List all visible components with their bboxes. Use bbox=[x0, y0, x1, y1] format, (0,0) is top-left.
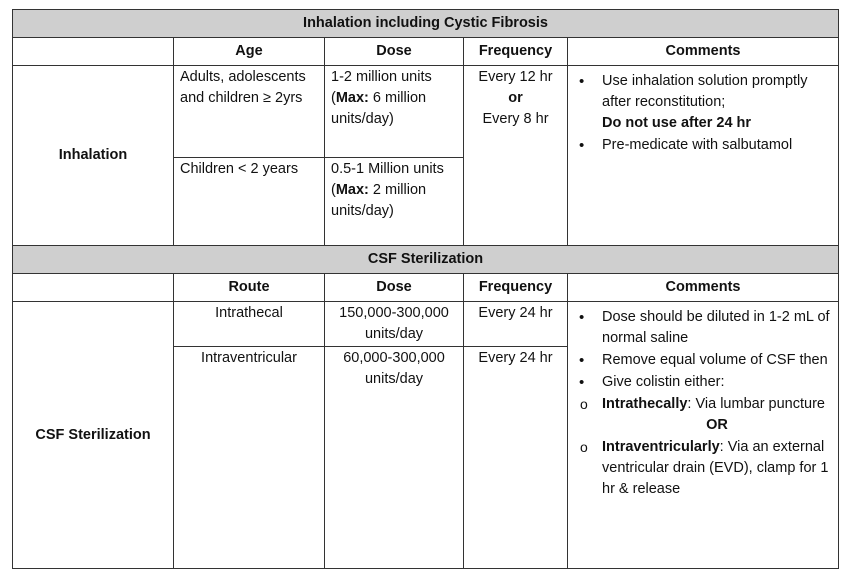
dose-max-label: Max: bbox=[335, 182, 369, 199]
inhalation-frequency-cell bbox=[464, 66, 568, 246]
comment-text: Remove equal volume of CSF then bbox=[602, 352, 828, 369]
list-item bbox=[574, 372, 832, 393]
inhalation-row-label: Inhalation bbox=[13, 66, 174, 246]
dosing-table bbox=[12, 9, 839, 569]
dose-max-open: ( bbox=[331, 182, 336, 199]
route-header: Route bbox=[174, 274, 325, 302]
age-cell-adults: Adults, adolescents and children ≥ 2yrs bbox=[174, 66, 325, 158]
frequency-header: Frequency bbox=[464, 38, 568, 66]
csf-band bbox=[13, 246, 839, 274]
age-header: Age bbox=[174, 38, 325, 66]
comment-text: Pre-medicate with salbutamol bbox=[602, 137, 793, 154]
route-cell-intraventricular: Intraventricular bbox=[174, 347, 325, 569]
comment-or: OR bbox=[706, 417, 728, 434]
csf-comments-cell bbox=[568, 302, 839, 569]
inhalation-row-adults bbox=[13, 66, 839, 158]
dose-cell-intraventricular: 60,000-300,000 units/day bbox=[325, 347, 464, 569]
route-cell-intrathecal: Intrathecal bbox=[174, 302, 325, 347]
comment-bold: Intraventricularly bbox=[602, 439, 720, 456]
inhalation-band-title: Inhalation including Cystic Fibrosis bbox=[13, 10, 839, 38]
csf-row-intrathecal bbox=[13, 302, 839, 347]
inhalation-header-row bbox=[13, 38, 839, 66]
comment-text: : Via an external ventricular drain (EVD), clamp for 1 hr & release bbox=[602, 439, 829, 498]
comment-text: Use inhalation solution promptly after reconstitution; bbox=[602, 73, 808, 111]
comment-bold: Intrathecally bbox=[602, 396, 688, 413]
csf-comments-list bbox=[574, 307, 832, 500]
inhalation-comments-list bbox=[574, 71, 832, 156]
dose-max-label: Max: bbox=[335, 90, 369, 107]
csf-row-label: CSF Sterilization bbox=[13, 302, 174, 569]
csf-band-title: CSF Sterilization bbox=[13, 246, 839, 274]
empty-header-cell bbox=[13, 38, 174, 66]
dose-cell-children bbox=[325, 158, 464, 246]
list-item bbox=[574, 437, 832, 500]
frequency-cell-intrathecal: Every 24 hr bbox=[464, 302, 568, 347]
frequency-or: or bbox=[508, 90, 523, 107]
csf-header-row bbox=[13, 274, 839, 302]
dose-header: Dose bbox=[325, 274, 464, 302]
dose-max-value: 6 million units/day) bbox=[331, 90, 427, 128]
list-item bbox=[574, 394, 832, 436]
frequency-cell-intraventricular: Every 24 hr bbox=[464, 347, 568, 569]
inhalation-comments-cell bbox=[568, 66, 839, 246]
list-item bbox=[574, 307, 832, 349]
dose-cell-intrathecal: 150,000-300,000 units/day bbox=[325, 302, 464, 347]
comments-header: Comments bbox=[568, 274, 839, 302]
dose-cell-adults bbox=[325, 66, 464, 158]
dose-max-value: 2 million units/day) bbox=[331, 182, 427, 220]
inhalation-band bbox=[13, 10, 839, 38]
list-item bbox=[574, 135, 832, 156]
dose-max-open: ( bbox=[331, 90, 336, 107]
comments-header: Comments bbox=[568, 38, 839, 66]
dose-main: 1-2 million units bbox=[331, 69, 432, 86]
frequency-line2: Every 8 hr bbox=[482, 111, 549, 128]
frequency-header: Frequency bbox=[464, 274, 568, 302]
comment-text: Give colistin either: bbox=[602, 374, 725, 391]
frequency-line1: Every 12 hr bbox=[478, 69, 553, 86]
comment-text: Dose should be diluted in 1-2 mL of normal saline bbox=[602, 309, 830, 347]
dose-main: 0.5-1 Million units bbox=[331, 161, 444, 178]
comment-bold: Do not use after 24 hr bbox=[602, 115, 752, 132]
age-cell-children: Children < 2 years bbox=[174, 158, 325, 246]
empty-header-cell bbox=[13, 274, 174, 302]
list-item bbox=[574, 350, 832, 371]
list-item bbox=[574, 71, 832, 134]
dose-header: Dose bbox=[325, 38, 464, 66]
comment-text: : Via lumbar puncture bbox=[687, 396, 825, 413]
